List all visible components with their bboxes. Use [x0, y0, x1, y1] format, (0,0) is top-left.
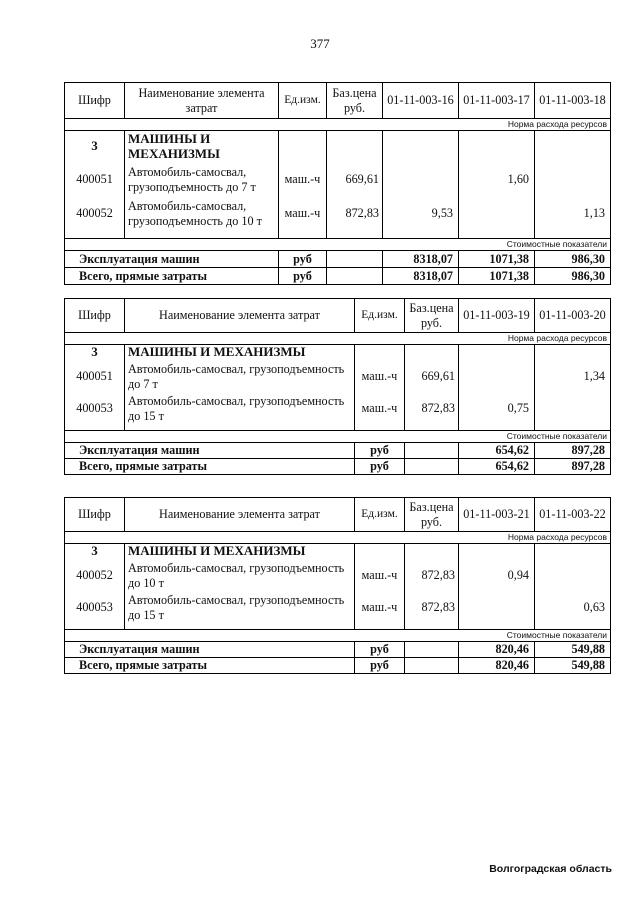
total-label: Всего, прямые затраты	[65, 459, 355, 475]
table-row	[65, 592, 611, 624]
unit-rub: руб	[355, 658, 405, 674]
resource-code: 400052	[65, 197, 125, 231]
exploitation-value: 8318,07	[383, 251, 459, 268]
resource-unit: маш.-ч	[355, 592, 405, 624]
norm-value: 0,75	[459, 393, 535, 425]
resource-name: Автомобиль-самосвал, грузоподъемность до 7 т	[125, 163, 279, 197]
exploitation-label: Эксплуатация машин	[65, 251, 279, 268]
resource-name: Автомобиль-самосвал, грузоподъемность до 15 т	[125, 592, 355, 624]
header-rate-code: 01-11-003-18	[535, 83, 611, 119]
unit-rub: руб	[355, 443, 405, 459]
resource-unit: маш.-ч	[279, 197, 327, 231]
header-unit: Ед.изм.	[355, 498, 405, 532]
total-value: 8318,07	[383, 268, 459, 285]
norm-subheader: Норма расхода ресурсов	[65, 119, 611, 131]
page-number: 377	[310, 36, 330, 51]
resource-code: 400051	[65, 163, 125, 197]
exploitation-value: 897,28	[535, 443, 611, 459]
norm-value	[459, 592, 535, 624]
cost-subheader: Стоимостные показатели	[65, 431, 611, 443]
total-value: 820,46	[459, 658, 535, 674]
norm-value: 9,53	[383, 197, 459, 231]
norm-subheader: Норма расхода ресурсов	[65, 333, 611, 345]
resource-price: 872,83	[405, 592, 459, 624]
resource-price: 872,83	[327, 197, 383, 231]
resource-price: 669,61	[327, 163, 383, 197]
header-rate-code: 01-11-003-22	[535, 498, 611, 532]
header-name: Наименование элемента затрат	[125, 299, 355, 333]
unit-rub: руб	[279, 268, 327, 285]
total-value: 897,28	[535, 459, 611, 475]
resource-name: Автомобиль-самосвал, грузоподъемность до 15 т	[125, 393, 355, 425]
header-unit: Ед.изм.	[279, 83, 327, 119]
exploitation-value: 549,88	[535, 642, 611, 658]
header-name: Наименование элемента затрат	[125, 83, 279, 119]
section-code: 3	[65, 544, 125, 560]
total-label: Всего, прямые затраты	[65, 658, 355, 674]
resource-price: 872,83	[405, 393, 459, 425]
header-rate-code: 01-11-003-20	[535, 299, 611, 333]
resource-name: Автомобиль-самосвал, грузоподъемность до 7 т	[125, 361, 355, 393]
table-row	[65, 361, 611, 393]
total-value: 986,30	[535, 268, 611, 285]
resource-table-3	[64, 497, 611, 674]
unit-rub: руб	[279, 251, 327, 268]
norm-value	[459, 361, 535, 393]
resource-code: 400053	[65, 592, 125, 624]
resource-unit: маш.-ч	[279, 163, 327, 197]
resource-code: 400052	[65, 560, 125, 592]
table-row	[65, 393, 611, 425]
unit-rub: руб	[355, 642, 405, 658]
norm-value: 0,94	[459, 560, 535, 592]
section-code: 3	[65, 131, 125, 163]
table-row	[65, 163, 611, 197]
header-rate-code: 01-11-003-16	[383, 83, 459, 119]
resource-table-1	[64, 82, 611, 285]
section-title: МАШИНЫ И МЕХАНИЗМЫ	[125, 345, 355, 361]
footer-region: Волгоградская область	[489, 863, 612, 875]
resource-code: 400053	[65, 393, 125, 425]
unit-rub: руб	[355, 459, 405, 475]
norm-value	[383, 163, 459, 197]
header-code: Шифр	[65, 299, 125, 333]
header-price: Баз.цена руб.	[405, 498, 459, 532]
resource-price: 669,61	[405, 361, 459, 393]
table-row	[65, 560, 611, 592]
resource-price: 872,83	[405, 560, 459, 592]
resource-name: Автомобиль-самосвал, грузоподъемность до 10 т	[125, 197, 279, 231]
section-code: 3	[65, 345, 125, 361]
norm-value: 1,13	[535, 197, 611, 231]
exploitation-value: 820,46	[459, 642, 535, 658]
norm-value: 1,34	[535, 361, 611, 393]
norm-value	[535, 393, 611, 425]
cost-subheader: Стоимостные показатели	[65, 630, 611, 642]
table-row	[65, 197, 611, 231]
total-value: 1071,38	[459, 268, 535, 285]
total-label: Всего, прямые затраты	[65, 268, 279, 285]
header-rate-code: 01-11-003-21	[459, 498, 535, 532]
norm-value: 1,60	[459, 163, 535, 197]
resource-unit: маш.-ч	[355, 560, 405, 592]
header-price: Баз.цена руб.	[405, 299, 459, 333]
norm-subheader: Норма расхода ресурсов	[65, 532, 611, 544]
total-value: 549,88	[535, 658, 611, 674]
section-title: МАШИНЫ И МЕХАНИЗМЫ	[125, 544, 355, 560]
norm-value	[535, 163, 611, 197]
header-unit: Ед.изм.	[355, 299, 405, 333]
header-code: Шифр	[65, 83, 125, 119]
cost-subheader: Стоимостные показатели	[65, 239, 611, 251]
exploitation-label: Эксплуатация машин	[65, 443, 355, 459]
header-price: Баз.цена руб.	[327, 83, 383, 119]
section-title: МАШИНЫ И МЕХАНИЗМЫ	[125, 131, 279, 163]
norm-value: 0,63	[535, 592, 611, 624]
header-rate-code: 01-11-003-19	[459, 299, 535, 333]
header-code: Шифр	[65, 498, 125, 532]
exploitation-value: 1071,38	[459, 251, 535, 268]
exploitation-label: Эксплуатация машин	[65, 642, 355, 658]
exploitation-value: 654,62	[459, 443, 535, 459]
resource-unit: маш.-ч	[355, 361, 405, 393]
exploitation-value: 986,30	[535, 251, 611, 268]
header-rate-code: 01-11-003-17	[459, 83, 535, 119]
header-name: Наименование элемента затрат	[125, 498, 355, 532]
total-value: 654,62	[459, 459, 535, 475]
norm-value	[535, 560, 611, 592]
norm-value	[459, 197, 535, 231]
resource-name: Автомобиль-самосвал, грузоподъемность до 10 т	[125, 560, 355, 592]
resource-unit: маш.-ч	[355, 393, 405, 425]
resource-code: 400051	[65, 361, 125, 393]
resource-table-2	[64, 298, 611, 475]
